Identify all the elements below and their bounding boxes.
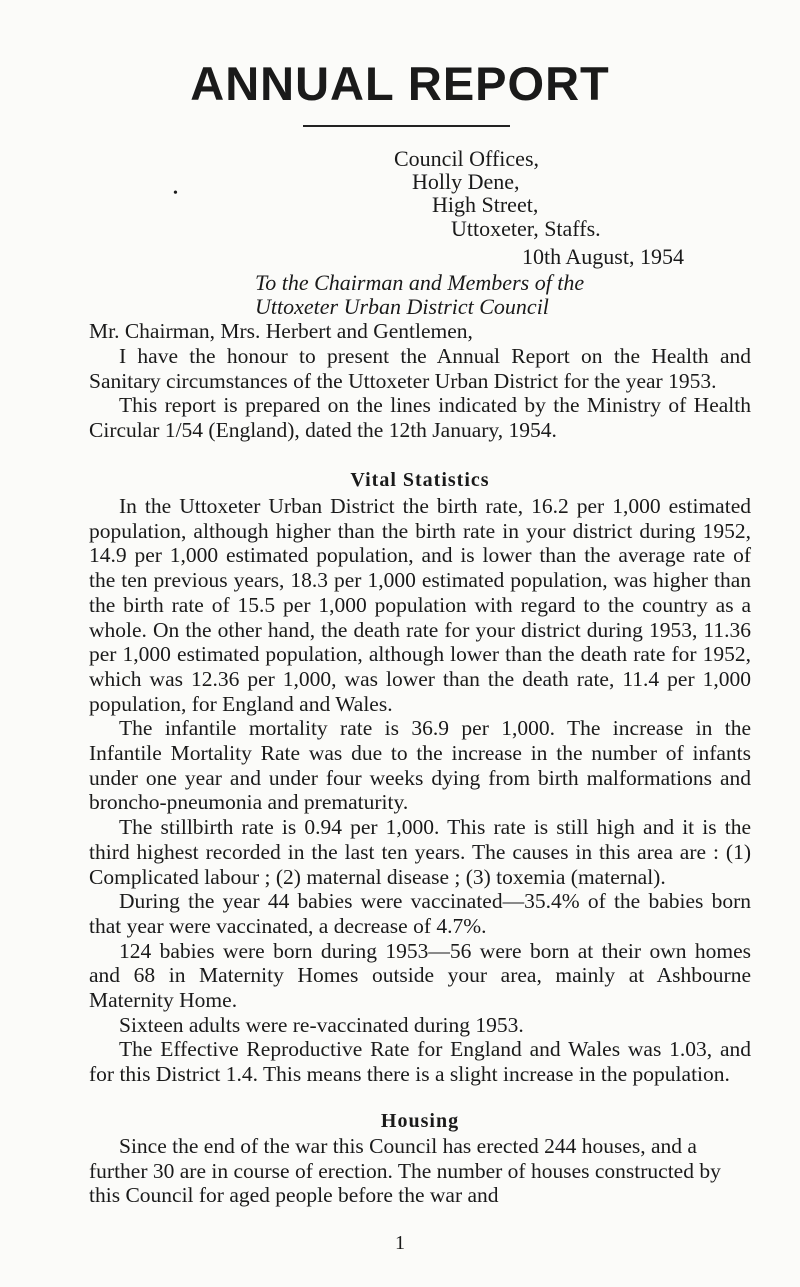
- salutation: [89, 319, 751, 344]
- page-title: ANNUAL REPORT: [190, 57, 610, 110]
- vital-paragraph: The stillbirth rate is 0.94 per 1,000. This rate is still high and it is the third highest recorded in the last ten years. The causes in this area are : (1) Complicated labour ; (2) maternal disease ; (3) toxemia (maternal).: [89, 815, 751, 889]
- section-heading-housing: Housing: [380, 1110, 460, 1132]
- addressee-line-2: Uttoxeter Urban District Council: [255, 294, 549, 319]
- intro-paragraph: I have the honour to present the Annual Report on the Health and Sanitary circumstances of the Uttoxeter Urban District for the year 1953.: [89, 344, 751, 393]
- housing-paragraph: Since the end of the war this Council has erected 244 houses, and a further 30 are in course of erection. The number of houses constructed by this Council for aged people before the war and: [89, 1134, 721, 1208]
- intro-paragraph: This report is prepared on the lines indicated by the Ministry of Health Circular 1/54 (England), dated the 12th January, 1954.: [89, 393, 751, 443]
- address-line-2: Holly Dene,: [412, 169, 520, 194]
- address-line-4: Uttoxeter, Staffs.: [451, 216, 601, 241]
- address-line-3: High Street,: [432, 192, 539, 217]
- vital-paragraph: The Effective Reproductive Rate for England and Wales was 1.03, and for this District 1.4. This means there is a slight increase in the population.: [89, 1037, 751, 1087]
- report-date: 10th August, 1954: [522, 244, 684, 269]
- page-number: 1: [395, 1232, 405, 1254]
- vital-paragraph: In the Uttoxeter Urban District the birth rate, 16.2 per 1,000 estimated population, although higher than the birth rate in your district during 1952, 14.9 per 1,000 estimated population, and is lower than the average rate of the ten previous years, 18.3 per 1,000 estimated population, was higher than the birth rate of 15.5 per 1,000 population with regard to the country as a whole. On the other hand, the death rate for your district during 1953, 11.36 per 1,000 estimated population, although lower than the death rate for 1952, which was 12.36 per 1,000, was lower than the death rate, 11.4 per 1,000 population, for England and Wales.: [89, 494, 751, 716]
- housing-block: [89, 1134, 751, 1208]
- section-heading-vital-statistics: Vital Statistics: [350, 469, 490, 491]
- vital-paragraph: 124 babies were born during 1953—56 were born at their own homes and 68 in Maternity Homes outside your area, mainly at Ashbourne Maternity Home.: [89, 938, 751, 1013]
- salutation-text: Mr. Chairman, Mrs. Herbert and Gentlemen,: [89, 319, 473, 343]
- vital-paragraph: Sixteen adults were re-vaccinated during 1953.: [119, 1012, 524, 1037]
- bullet-mark: •: [173, 186, 178, 201]
- vital-statistics-block: [89, 494, 751, 1087]
- vital-paragraph: The infantile mortality rate is 36.9 per 1,000. The increase in the Infantile Mortality Rate was due to the increase in the number of infants under one year and under four weeks dying from birth malformations and broncho-pneumonia and prematurity.: [89, 716, 751, 815]
- vital-paragraph: During the year 44 babies were vaccinated—35.4% of the babies born that year were vaccinated, a decrease of 4.7%.: [89, 889, 751, 938]
- title-rule: [303, 125, 510, 127]
- intro-block: [89, 344, 751, 443]
- addressee-line-1: To the Chairman and Members of the: [255, 270, 585, 295]
- address-line-1: Council Offices,: [394, 146, 540, 171]
